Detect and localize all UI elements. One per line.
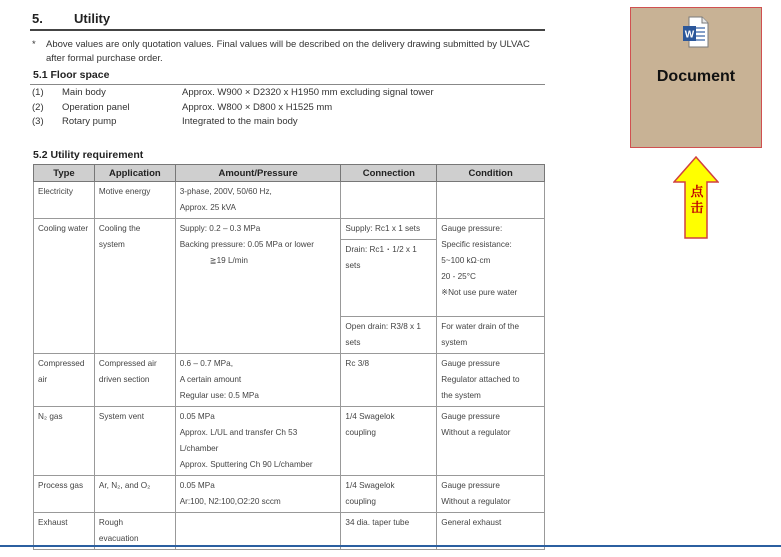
cell-line: 1/4 Swagelok xyxy=(345,481,395,490)
cell-connection xyxy=(341,407,437,476)
utility-table xyxy=(33,164,545,550)
click-hint-char: 点 xyxy=(690,184,704,199)
cell-connection: Supply: Rc1 x 1 sets xyxy=(341,219,437,240)
cell-line: Without a regulator xyxy=(441,428,511,437)
cell-line: ≧19 L/min xyxy=(209,256,248,265)
cell-line: Specific resistance: xyxy=(441,240,512,249)
item-number: (3) xyxy=(32,116,44,127)
bottom-divider xyxy=(0,545,781,547)
cell-condition xyxy=(437,317,545,354)
cell-line: Drain: Rc1・1/2 x 1 xyxy=(345,245,417,254)
table-header-row xyxy=(34,165,545,182)
cell-amount xyxy=(175,476,341,513)
utility-heading: 5.2 Utility requirement xyxy=(33,149,144,161)
cell-line: system xyxy=(441,338,468,347)
cell-connection xyxy=(341,240,437,317)
cell-application: Motive energy xyxy=(94,182,175,219)
table-row xyxy=(34,513,545,550)
column-header: Type xyxy=(34,165,95,182)
cell-type: Electricity xyxy=(34,182,95,219)
cell-line: 0.6 – 0.7 MPa, xyxy=(179,359,233,368)
cell-line: 5~100 kΩ·cm xyxy=(441,256,491,265)
cell-line: Cooling the xyxy=(98,224,141,233)
cell-connection: 34 dia. taper tube xyxy=(341,513,437,550)
cell-line: coupling xyxy=(345,428,376,437)
column-header: Condition xyxy=(437,165,545,182)
cell-line: A certain amount xyxy=(179,375,242,384)
cell-line: ※Not use pure water xyxy=(441,288,518,297)
column-header: Connection xyxy=(341,165,437,182)
cell-line: Rough xyxy=(98,518,124,527)
cell-condition: General exhaust xyxy=(437,513,545,550)
item-name: Operation panel xyxy=(62,101,130,113)
item-number: (2) xyxy=(32,101,44,113)
cell-amount xyxy=(175,219,341,354)
cell-line: 3-phase, 200V, 50/60 Hz, xyxy=(179,187,272,196)
cell-condition xyxy=(437,476,545,513)
table-row xyxy=(34,219,545,240)
cell-application xyxy=(94,354,175,407)
cell-line: air xyxy=(38,375,48,384)
cell-line: Regular use: 0.5 MPa xyxy=(179,391,259,400)
cell-amount xyxy=(175,354,341,407)
cell-line: 20 - 25°C xyxy=(441,272,476,281)
cell-line: L/chamber xyxy=(179,444,219,453)
cell-line: sets xyxy=(345,338,361,347)
column-header: Application xyxy=(94,165,175,182)
cell-type xyxy=(34,354,95,407)
note-marker: * xyxy=(32,39,36,50)
cell-line: Compressed xyxy=(38,359,85,368)
cell-line: driven section xyxy=(98,375,150,384)
cell-type: Cooling water xyxy=(34,219,95,354)
floor-space-heading: 5.1 Floor space xyxy=(33,69,110,81)
cell-condition xyxy=(437,182,545,219)
cell-amount xyxy=(175,182,341,219)
table-row xyxy=(34,182,545,219)
cell-connection: Rc 3/8 xyxy=(341,354,437,407)
item-value: Approx. W800 × D800 x H1525 mm xyxy=(182,101,333,113)
document-button[interactable] xyxy=(630,7,762,148)
table-row xyxy=(34,354,545,407)
cell-line: Compressed air xyxy=(98,359,157,368)
cell-connection xyxy=(341,476,437,513)
cell-line: Ar:100, N2:100,O2:20 sccm xyxy=(179,497,281,506)
item-value: Integrated to the main body xyxy=(182,116,298,127)
cell-line: Gauge pressure: xyxy=(441,224,503,233)
table-row xyxy=(34,476,545,513)
cell-amount xyxy=(175,513,341,550)
cell-line: system xyxy=(98,240,125,249)
cell-line: Approx. L/UL and transfer Ch 53 xyxy=(179,428,298,437)
cell-line: Gauge pressure xyxy=(441,412,500,421)
section-title: Utility xyxy=(74,11,111,26)
cell-line: coupling xyxy=(345,497,376,506)
cell-line: Supply: 0.2 – 0.3 MPa xyxy=(179,224,261,233)
cell-line: 1/4 Swagelok xyxy=(345,412,395,421)
cell-condition xyxy=(437,407,545,476)
cell-application: Ar, N₂, and O₂ xyxy=(94,476,175,513)
cell-condition xyxy=(437,219,545,317)
item-name: Main body xyxy=(62,87,106,98)
divider xyxy=(30,84,545,85)
cell-line: Gauge pressure xyxy=(441,359,500,368)
cell-line: the system xyxy=(441,391,481,400)
cell-line: Without a regulator xyxy=(441,497,511,506)
cell-amount xyxy=(175,407,341,476)
cell-line: Backing pressure: 0.05 MPa or lower xyxy=(179,240,314,249)
cell-line: Regulator attached to xyxy=(441,375,520,384)
item-number: (1) xyxy=(32,87,44,98)
cell-line: Gauge pressure xyxy=(441,481,500,490)
column-header: Amount/Pressure xyxy=(175,165,341,182)
section-heading xyxy=(30,11,545,31)
click-hint-arrow xyxy=(673,156,719,240)
document-button-label: Document xyxy=(656,68,736,85)
cell-line: For water drain of the xyxy=(441,322,520,331)
section-number: 5. xyxy=(32,11,43,26)
cell-line: Open drain: R3/8 x 1 xyxy=(345,322,421,331)
cell-application xyxy=(94,513,175,550)
cell-type: Process gas xyxy=(34,476,95,513)
cell-type: Exhaust xyxy=(34,513,95,550)
note-text: Above values are only quotation values. Final values will be described on the delivery drawing submitted by ULVAC after formal purchase order. xyxy=(46,39,530,64)
cell-connection xyxy=(341,182,437,219)
cell-condition xyxy=(437,354,545,407)
table-row xyxy=(34,407,545,476)
item-value: Approx. W900 × D2320 x H1950 mm excluding signal tower xyxy=(182,87,434,98)
svg-text:W: W xyxy=(684,29,695,41)
item-name: Rotary pump xyxy=(62,116,117,127)
click-hint-char: 击 xyxy=(690,200,704,215)
cell-line: sets xyxy=(345,261,361,270)
cell-application: System vent xyxy=(94,407,175,476)
cell-line: 0.05 MPa xyxy=(179,481,215,490)
cell-application xyxy=(94,219,175,354)
cell-line: 0.05 MPa xyxy=(179,412,215,421)
cell-connection xyxy=(341,317,437,354)
word-document-icon xyxy=(683,16,709,48)
cell-type: N₂ gas xyxy=(34,407,95,476)
cell-line: evacuation xyxy=(98,534,139,543)
cell-line: Approx. Sputtering Ch 90 L/chamber xyxy=(179,460,313,469)
cell-line: Approx. 25 kVA xyxy=(179,203,236,212)
click-hint-text xyxy=(690,184,704,216)
